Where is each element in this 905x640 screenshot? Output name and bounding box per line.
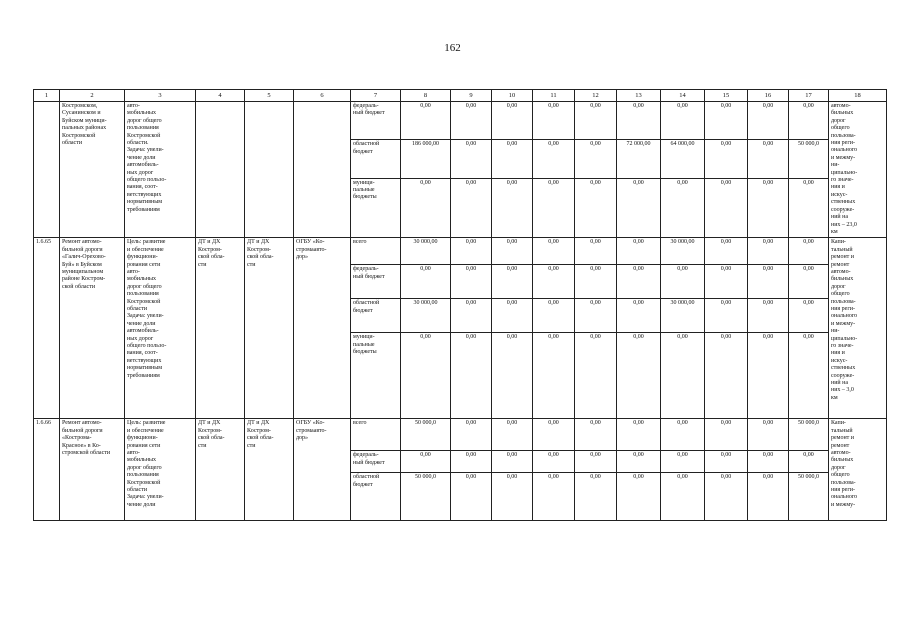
column-header: 16 <box>748 90 789 102</box>
column-header: 11 <box>533 90 575 102</box>
amount-cell: 0,00 <box>789 102 829 140</box>
amount-cell: 50 000,0 <box>789 140 829 178</box>
column-header: 14 <box>661 90 705 102</box>
column-header: 4 <box>196 90 245 102</box>
amount-cell: 0,00 <box>575 102 617 140</box>
amount-cell: 0,00 <box>451 451 492 473</box>
amount-cell: 0,00 <box>533 419 575 451</box>
amount-cell: 0,00 <box>617 102 661 140</box>
column-header: 6 <box>294 90 351 102</box>
activity-goal: авто- мобильных дорог общего пользования Костромской области. Задача: увели- чение доли автомобиль- ных дорог общего пользо- вания, соот- ветствующих нормативным требованиям <box>125 102 196 238</box>
amount-cell: 0,00 <box>661 102 705 140</box>
amount-cell: 0,00 <box>451 333 492 419</box>
responsible-executor: ДТ и ДХ Костром- ской обла- сти <box>196 419 245 521</box>
amount-cell: 0,00 <box>492 451 533 473</box>
amount-cell: 0,00 <box>492 140 533 178</box>
amount-cell: 0,00 <box>492 102 533 140</box>
amount-cell: 0,00 <box>401 178 451 238</box>
amount-cell: 0,00 <box>705 140 748 178</box>
amount-cell: 0,00 <box>401 333 451 419</box>
budget-table <box>33 89 887 521</box>
amount-cell: 0,00 <box>533 178 575 238</box>
amount-cell: 0,00 <box>705 333 748 419</box>
amount-cell: 0,00 <box>705 451 748 473</box>
amount-cell: 0,00 <box>748 473 789 521</box>
amount-cell: 0,00 <box>533 102 575 140</box>
participant: ОГБУ «Ко- стромаавто- дор» <box>294 419 351 521</box>
amount-cell: 0,00 <box>575 419 617 451</box>
amount-cell: 0,00 <box>705 102 748 140</box>
amount-cell: 0,00 <box>617 238 661 265</box>
amount-cell: 0,00 <box>575 451 617 473</box>
amount-cell: 0,00 <box>575 238 617 265</box>
amount-cell: 0,00 <box>401 451 451 473</box>
amount-cell: 0,00 <box>748 178 789 238</box>
amount-cell: 0,00 <box>705 473 748 521</box>
amount-cell: 0,00 <box>617 451 661 473</box>
amount-cell: 0,00 <box>451 265 492 299</box>
amount-cell: 0,00 <box>748 451 789 473</box>
participant: ОГБУ «Ко- стромаавто- дор» <box>294 238 351 419</box>
amount-cell: 0,00 <box>789 333 829 419</box>
column-header: 8 <box>401 90 451 102</box>
item-number <box>34 102 60 238</box>
coexecutor <box>245 102 294 238</box>
funding-source: всего <box>351 238 401 265</box>
funding-source: областной бюджет <box>351 299 401 333</box>
table-row <box>34 238 887 265</box>
column-header: 2 <box>60 90 125 102</box>
amount-cell: 0,00 <box>533 238 575 265</box>
item-number: 1.6.66 <box>34 419 60 521</box>
amount-cell: 0,00 <box>492 265 533 299</box>
amount-cell: 0,00 <box>492 238 533 265</box>
amount-cell: 0,00 <box>748 102 789 140</box>
expected-result: автомо- бильных дорог общего пользова- ния реги- онального и межму- ни- ципально- го значе- ния и искус- ственных сооруже- ний на них – 23,0 км <box>829 102 887 238</box>
amount-cell: 0,00 <box>661 333 705 419</box>
responsible-executor: ДТ и ДХ Костром- ской обла- сти <box>196 238 245 419</box>
amount-cell: 0,00 <box>575 473 617 521</box>
funding-source: областной бюджет <box>351 140 401 178</box>
funding-source: федераль- ный бюджет <box>351 265 401 299</box>
amount-cell: 0,00 <box>748 140 789 178</box>
amount-cell: 30 000,00 <box>661 238 705 265</box>
funding-source: муници- пальные бюджеты <box>351 333 401 419</box>
amount-cell: 0,00 <box>401 265 451 299</box>
coexecutor: ДТ и ДХ Костром- ской обла- сти <box>245 419 294 521</box>
amount-cell: 0,00 <box>575 178 617 238</box>
amount-cell: 0,00 <box>533 140 575 178</box>
amount-cell: 0,00 <box>789 238 829 265</box>
amount-cell: 0,00 <box>575 265 617 299</box>
amount-cell: 30 000,00 <box>401 299 451 333</box>
amount-cell: 30 000,00 <box>401 238 451 265</box>
amount-cell: 0,00 <box>401 102 451 140</box>
amount-cell: 30 000,00 <box>661 299 705 333</box>
amount-cell: 0,00 <box>661 265 705 299</box>
amount-cell: 0,00 <box>492 178 533 238</box>
amount-cell: 0,00 <box>451 238 492 265</box>
amount-cell: 0,00 <box>617 473 661 521</box>
expected-result: Капи- тальный ремонт и ремонт автомо- бильных дорог общего пользова- ния реги- онального и межму- ни- ципально- го значе- ния и искус- ственных сооруже- ний на них – 3,0 км <box>829 238 887 419</box>
column-header: 13 <box>617 90 661 102</box>
funding-source: федераль- ный бюджет <box>351 451 401 473</box>
amount-cell: 0,00 <box>617 419 661 451</box>
amount-cell: 0,00 <box>492 299 533 333</box>
amount-cell: 0,00 <box>705 178 748 238</box>
amount-cell: 0,00 <box>661 178 705 238</box>
amount-cell: 0,00 <box>451 140 492 178</box>
column-header: 15 <box>705 90 748 102</box>
amount-cell: 0,00 <box>451 473 492 521</box>
amount-cell: 72 000,00 <box>617 140 661 178</box>
column-header: 10 <box>492 90 533 102</box>
amount-cell: 0,00 <box>661 473 705 521</box>
header-row <box>34 90 887 102</box>
coexecutor: ДТ и ДХ Костром- ской обла- сти <box>245 238 294 419</box>
amount-cell: 0,00 <box>492 333 533 419</box>
amount-cell: 0,00 <box>533 299 575 333</box>
column-header: 3 <box>125 90 196 102</box>
amount-cell: 64 000,00 <box>661 140 705 178</box>
amount-cell: 0,00 <box>789 299 829 333</box>
amount-cell: 0,00 <box>748 238 789 265</box>
amount-cell: 0,00 <box>705 265 748 299</box>
amount-cell: 0,00 <box>617 178 661 238</box>
amount-cell: 0,00 <box>451 299 492 333</box>
participant <box>294 102 351 238</box>
amount-cell: 0,00 <box>617 333 661 419</box>
amount-cell: 0,00 <box>533 473 575 521</box>
amount-cell: 0,00 <box>533 451 575 473</box>
funding-source: всего <box>351 419 401 451</box>
amount-cell: 0,00 <box>748 299 789 333</box>
amount-cell: 0,00 <box>789 178 829 238</box>
activity-name: Ремонт автомо- бильной дороги «Галич-Орехово- Буй» в Буйском муниципальном районе Костром- ской области <box>60 238 125 419</box>
amount-cell: 0,00 <box>492 473 533 521</box>
activity-goal: Цель: развитие и обеспечение функциони- рования сети авто- мобильных дорог общего пользования Костромской области Задача: увели- чение доли автомобиль- ных дорог общего пользо- вания, соот- ветствующих нормативным требованиям <box>125 238 196 419</box>
amount-cell: 50 000,0 <box>401 473 451 521</box>
amount-cell: 50 000,0 <box>789 473 829 521</box>
funding-source: федераль- ный бюджет <box>351 102 401 140</box>
activity-goal: Цель: развитие и обеспечение функциони- рования сети авто- мобильных дорог общего пользования Костромской области Задача: увели- чение доли <box>125 419 196 521</box>
amount-cell: 186 000,00 <box>401 140 451 178</box>
amount-cell: 0,00 <box>617 265 661 299</box>
activity-name: Ремонт автомо- бильной дороги «Кострома- Красное» в Ко- стромской области <box>60 419 125 521</box>
funding-source: муници- пальные бюджеты <box>351 178 401 238</box>
column-header: 17 <box>789 90 829 102</box>
column-header: 1 <box>34 90 60 102</box>
item-number: 1.6.65 <box>34 238 60 419</box>
responsible-executor <box>196 102 245 238</box>
table-row <box>34 419 887 451</box>
amount-cell: 0,00 <box>748 333 789 419</box>
column-header: 12 <box>575 90 617 102</box>
amount-cell: 0,00 <box>661 419 705 451</box>
column-header: 7 <box>351 90 401 102</box>
amount-cell: 0,00 <box>575 299 617 333</box>
amount-cell: 0,00 <box>533 333 575 419</box>
column-header: 9 <box>451 90 492 102</box>
amount-cell: 0,00 <box>533 265 575 299</box>
amount-cell: 50 000,0 <box>401 419 451 451</box>
activity-name: Костромском, Сусанинском и Буйском муници- пальных районах Костромской области <box>60 102 125 238</box>
funding-source: областной бюджет <box>351 473 401 521</box>
amount-cell: 0,00 <box>661 451 705 473</box>
amount-cell: 0,00 <box>575 333 617 419</box>
column-header: 18 <box>829 90 887 102</box>
amount-cell: 0,00 <box>575 140 617 178</box>
column-header: 5 <box>245 90 294 102</box>
amount-cell: 0,00 <box>789 451 829 473</box>
page-number: 162 <box>444 42 461 54</box>
table-row <box>34 102 887 140</box>
amount-cell: 0,00 <box>789 265 829 299</box>
amount-cell: 0,00 <box>451 178 492 238</box>
amount-cell: 0,00 <box>705 299 748 333</box>
amount-cell: 0,00 <box>492 419 533 451</box>
amount-cell: 0,00 <box>748 419 789 451</box>
amount-cell: 0,00 <box>451 419 492 451</box>
amount-cell: 0,00 <box>705 238 748 265</box>
amount-cell: 0,00 <box>705 419 748 451</box>
amount-cell: 0,00 <box>617 299 661 333</box>
amount-cell: 50 000,0 <box>789 419 829 451</box>
amount-cell: 0,00 <box>451 102 492 140</box>
amount-cell: 0,00 <box>748 265 789 299</box>
expected-result: Капи- тальный ремонт и ремонт автомо- бильных дорог общего пользова- ния реги- онального и межму- <box>829 419 887 521</box>
